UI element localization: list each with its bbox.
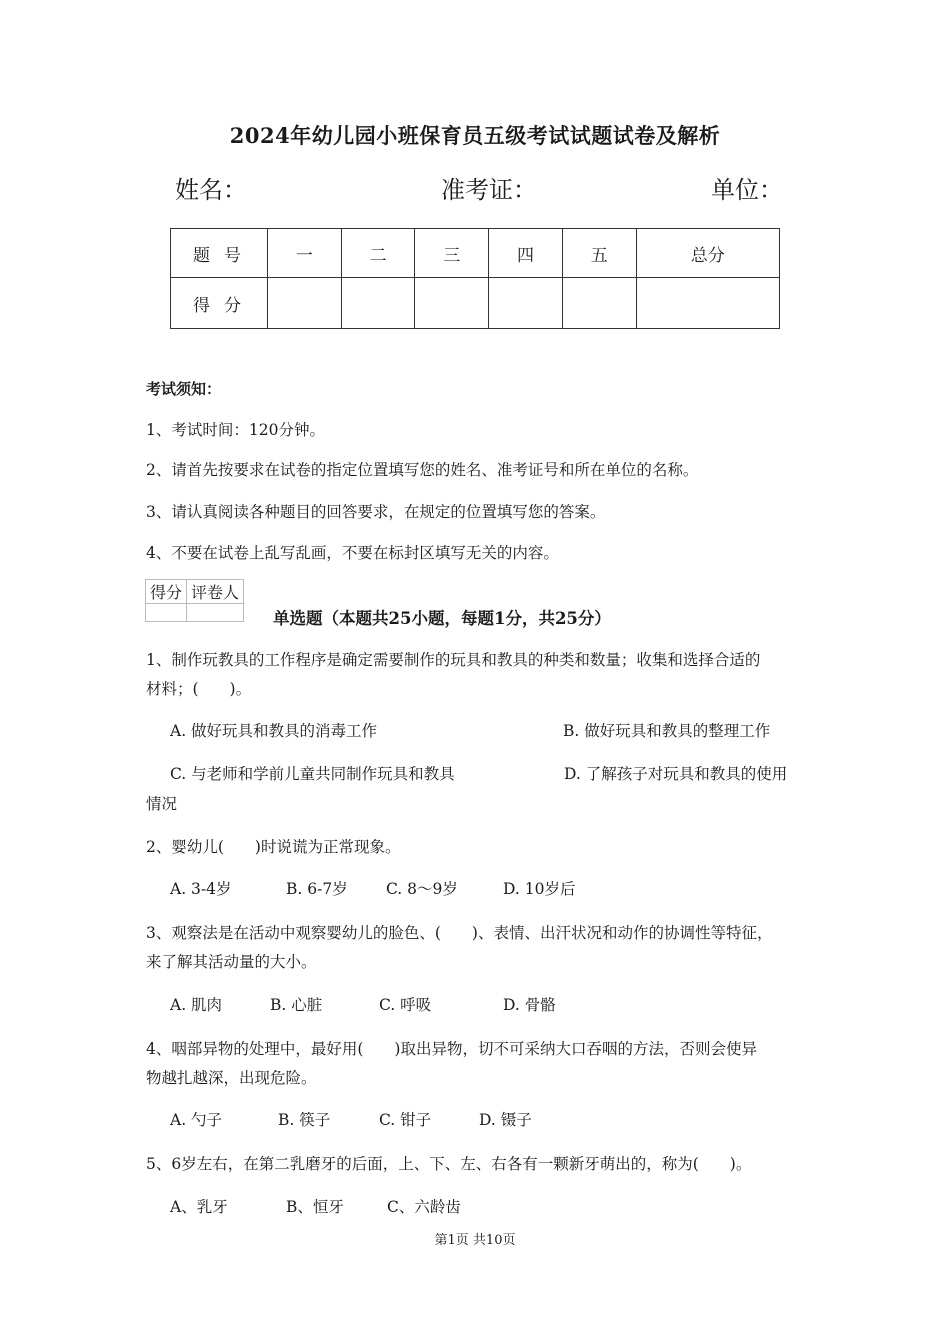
question-3-option-d[interactable]: D. 骨骼 (503, 996, 556, 1014)
notice-item: 2、请首先按要求在试卷的指定位置填写您的姓名、准考证号和所在单位的名称。 (146, 461, 699, 479)
score-cell-1[interactable] (268, 278, 342, 329)
score-table-row-label: 得分 (171, 278, 268, 329)
question-3-stem-line1: 3、观察法是在活动中观察婴幼儿的脸色、( )、表情、出汗状况和动作的协调性等特征， (146, 924, 773, 942)
grader-score-label: 得分 (146, 580, 187, 604)
score-table-col-1: 一 (268, 229, 342, 278)
question-4-stem-line2: 物越扎越深，出现危险。 (146, 1069, 317, 1087)
question-1-option-a[interactable]: A. 做好玩具和教具的消毒工作 (170, 722, 378, 740)
score-table-col-4: 四 (489, 229, 563, 278)
score-table-col-5: 五 (562, 229, 636, 278)
question-4-stem-line1: 4、咽部异物的处理中，最好用( )取出异物，切不可采纳大口吞咽的方法，否则会使异 (146, 1040, 757, 1058)
question-4-option-a[interactable]: A. 勺子 (170, 1111, 223, 1129)
question-5-option-b[interactable]: B、恒牙 (286, 1198, 344, 1216)
notice-item: 1、考试时间：120分钟。 (146, 421, 325, 439)
grader-box (145, 579, 244, 622)
grader-score-cell[interactable] (146, 604, 187, 622)
score-cell-total[interactable] (636, 278, 779, 329)
question-4-option-b[interactable]: B. 筷子 (278, 1111, 331, 1129)
question-2-option-c[interactable]: C. 8～9岁 (386, 880, 458, 898)
notice-heading: 考试须知： (146, 380, 222, 398)
question-2-option-b[interactable]: B. 6-7岁 (286, 880, 348, 898)
question-5-stem: 5、6岁左右，在第二乳磨牙的后面，上、下、左、右各有一颗新牙萌出的，称为( )。 (146, 1155, 752, 1173)
notice-item: 4、不要在试卷上乱写乱画，不要在标封区填写无关的内容。 (146, 544, 559, 562)
score-cell-5[interactable] (562, 278, 636, 329)
question-5-option-c[interactable]: C、六龄齿 (387, 1198, 461, 1216)
score-table (170, 228, 780, 329)
question-1-stem-line2: 材料；( )。 (146, 680, 252, 698)
page-footer: 第1页 共10页 (434, 1233, 516, 1248)
score-table-col-3: 三 (415, 229, 489, 278)
question-2-stem: 2、婴幼儿( )时说谎为正常现象。 (146, 838, 401, 856)
score-table-col-total: 总分 (636, 229, 779, 278)
question-5-option-a[interactable]: A、乳牙 (170, 1198, 228, 1216)
ticket-number-label: 准考证： (441, 176, 537, 204)
question-3-stem-line2: 来了解其活动量的大小。 (146, 953, 317, 971)
score-table-header-row (171, 229, 780, 278)
question-1-option-d[interactable]: D. 了解孩子对玩具和教具的使用 (564, 765, 788, 783)
score-table-header-label: 题号 (171, 229, 268, 278)
score-table-score-row (171, 278, 780, 329)
question-1-option-d-wrap: 情况 (146, 795, 178, 813)
notice-item: 3、请认真阅读各种题目的回答要求，在规定的位置填写您的答案。 (146, 503, 606, 521)
question-1-option-c[interactable]: C. 与老师和学前儿童共同制作玩具和教具 (170, 765, 455, 783)
question-2-option-d[interactable]: D. 10岁后 (503, 880, 576, 898)
grader-reviewer-label: 评卷人 (187, 580, 244, 604)
unit-label: 单位： (711, 176, 783, 204)
score-cell-3[interactable] (415, 278, 489, 329)
question-4-option-d[interactable]: D. 镊子 (479, 1111, 532, 1129)
question-3-option-a[interactable]: A. 肌肉 (170, 996, 223, 1014)
section-title: 单选题（本题共25小题，每题1分，共25分） (273, 609, 611, 628)
question-1-stem-line1: 1、制作玩教具的工作程序是确定需要制作的玩具和教具的种类和数量；收集和选择合适的 (146, 651, 761, 669)
question-3-option-c[interactable]: C. 呼吸 (379, 996, 432, 1014)
name-label: 姓名： (175, 176, 247, 204)
question-3-option-b[interactable]: B. 心脏 (270, 996, 323, 1014)
document-title: 2024年幼儿园小班保育员五级考试试题试卷及解析 (229, 123, 721, 148)
score-cell-4[interactable] (489, 278, 563, 329)
score-table-col-2: 二 (341, 229, 415, 278)
question-2-option-a[interactable]: A. 3-4岁 (170, 880, 232, 898)
question-4-option-c[interactable]: C. 钳子 (379, 1111, 432, 1129)
grader-reviewer-cell[interactable] (187, 604, 244, 622)
question-1-option-b[interactable]: B. 做好玩具和教具的整理工作 (563, 722, 771, 740)
score-cell-2[interactable] (341, 278, 415, 329)
